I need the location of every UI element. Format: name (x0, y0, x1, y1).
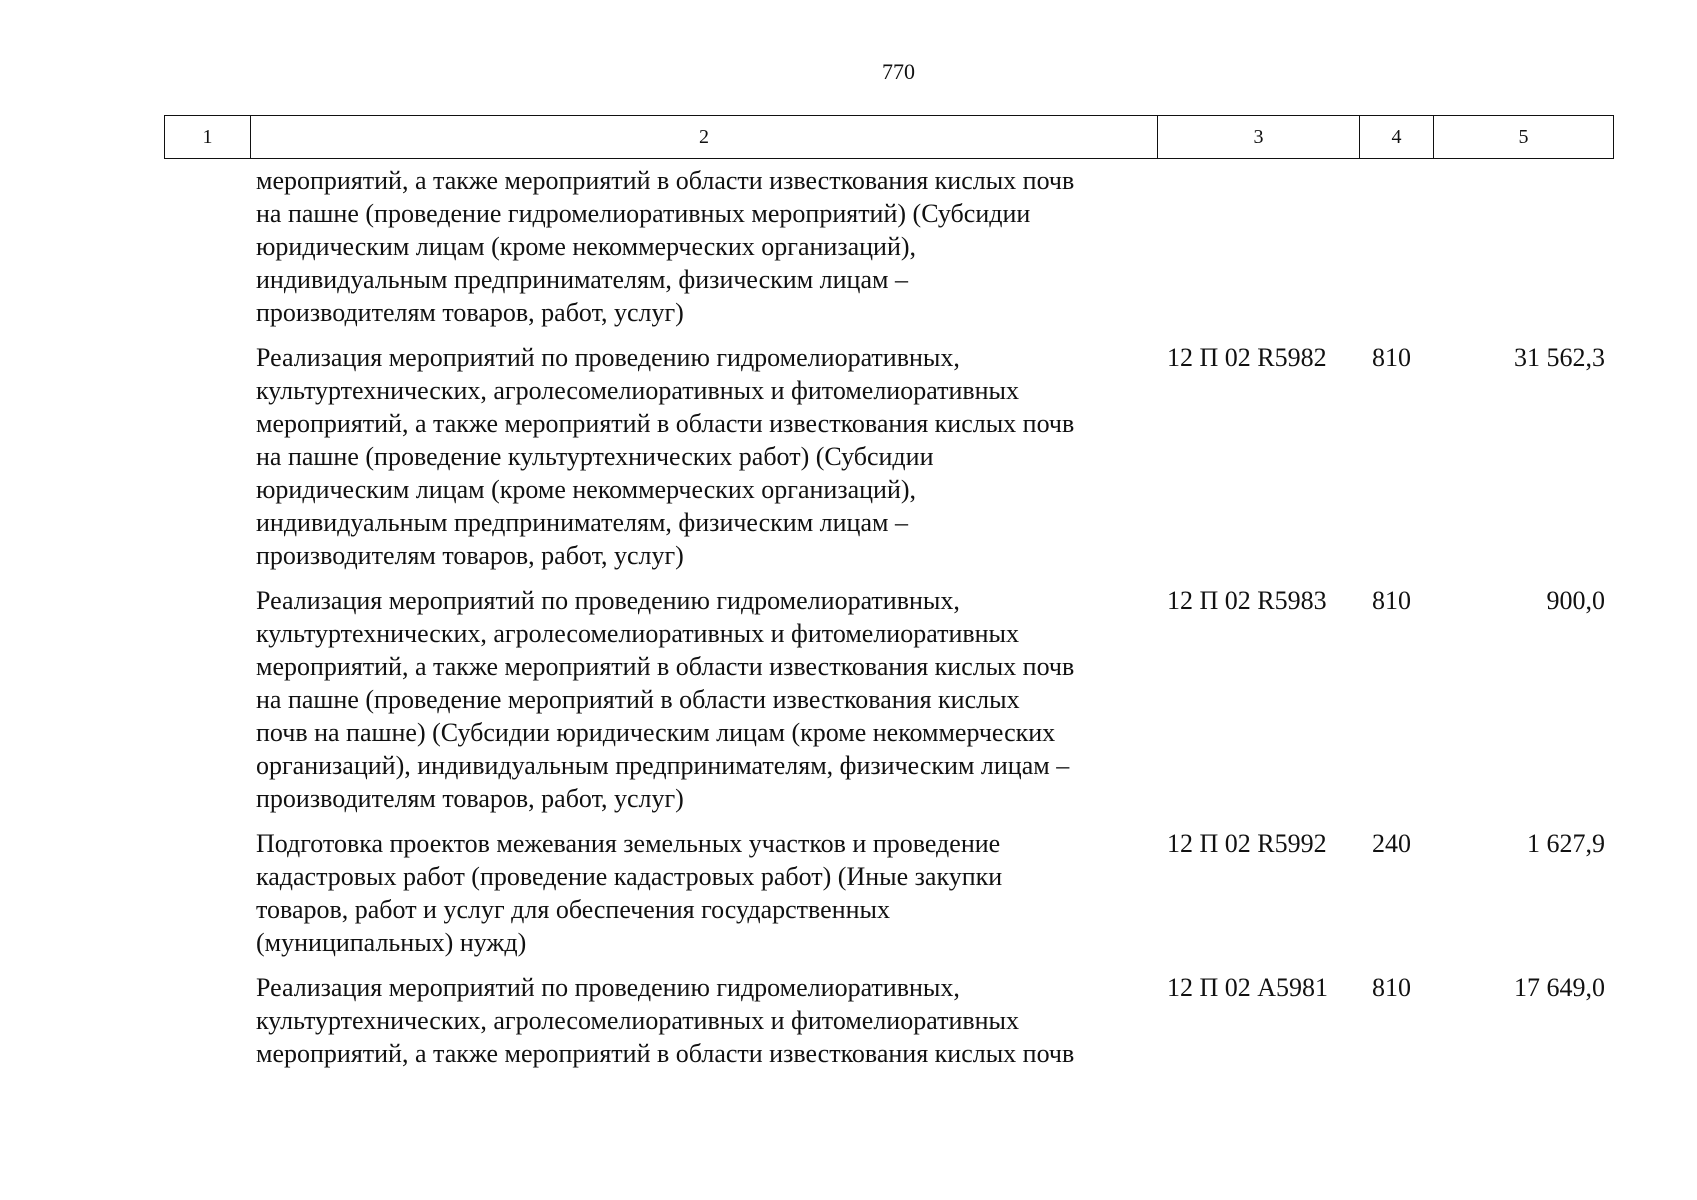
row-type: 810 (1372, 586, 1411, 615)
row-type (1359, 164, 1433, 329)
row-code (1157, 164, 1359, 329)
row-amount: 31 562,3 (1514, 343, 1605, 372)
table-row (164, 971, 1613, 1070)
row-type: 810 (1372, 343, 1411, 372)
row-code: 12 П 02 R5982 (1167, 343, 1327, 372)
row-code: 12 П 02 R5983 (1167, 586, 1327, 615)
table-row (164, 827, 1613, 959)
page-number: 770 (882, 59, 915, 84)
row-number-cell (164, 341, 250, 572)
row-number-cell (164, 827, 250, 959)
row-number-cell (164, 164, 250, 329)
row-amount (1433, 164, 1613, 329)
row-description: Реализация мероприятий по проведению гидромелиоративных, культуртехнических, агролесомелиоративных и фитомелиоративных мероприятий, а также мероприятий в области известкования кислых почв на пашне (проведение мероприятий в области известкования кислых почв на пашне) (Субсидии юридическим лицам (кроме некоммерческих организаций), индивидуальным предпринимателям, физическим лицам – производителям товаров, работ, услуг) (256, 586, 1075, 813)
row-description: Реализация мероприятий по проведению гидромелиоративных, культуртехнических, агролесомелиоративных и фитомелиоративных мероприятий, а также мероприятий в области известкования кислых почв на пашне (проведение культуртехнических работ) (Субсидии юридическим лицам (кроме некоммерческих организаций), индивидуальным предпринимателям, физическим лицам – производителям товаров, работ, услуг) (256, 343, 1075, 570)
row-code: 12 П 02 R5992 (1167, 829, 1327, 858)
column-header-5: 5 (1434, 116, 1614, 159)
row-description: мероприятий, а также мероприятий в области известкования кислых почв на пашне (проведение гидромелиоративных мероприятий) (Субсидии юридическим лицам (кроме некоммерческих организаций), индивидуальным предпринимателям, физическим лицам – производителям товаров, работ, услуг) (256, 166, 1075, 327)
table-row (164, 584, 1613, 815)
table-body (164, 164, 1613, 1082)
table-row (164, 164, 1613, 329)
column-header-3: 3 (1158, 116, 1360, 159)
row-amount: 900,0 (1546, 586, 1605, 615)
column-header-2: 2 (251, 116, 1158, 159)
row-type: 240 (1372, 829, 1411, 858)
row-description: Реализация мероприятий по проведению гидромелиоративных, культуртехнических, агролесомелиоративных и фитомелиоративных мероприятий, а также мероприятий в области известкования кислых почв (256, 973, 1075, 1068)
row-code: 12 П 02 А5981 (1167, 973, 1329, 1002)
column-header-1: 1 (165, 116, 251, 159)
column-header-row (164, 115, 1614, 159)
row-number-cell (164, 584, 250, 815)
row-amount: 1 627,9 (1527, 829, 1605, 858)
row-number-cell (164, 971, 250, 1070)
row-description: Подготовка проектов межевания земельных участков и проведение кадастровых работ (проведение кадастровых работ) (Иные закупки товаров, работ и услуг для обеспечения государственных (муниципальных) нужд) (256, 829, 1003, 957)
table-row (164, 341, 1613, 572)
row-amount: 17 649,0 (1514, 973, 1605, 1002)
column-header-4: 4 (1360, 116, 1434, 159)
row-type: 810 (1372, 973, 1411, 1002)
